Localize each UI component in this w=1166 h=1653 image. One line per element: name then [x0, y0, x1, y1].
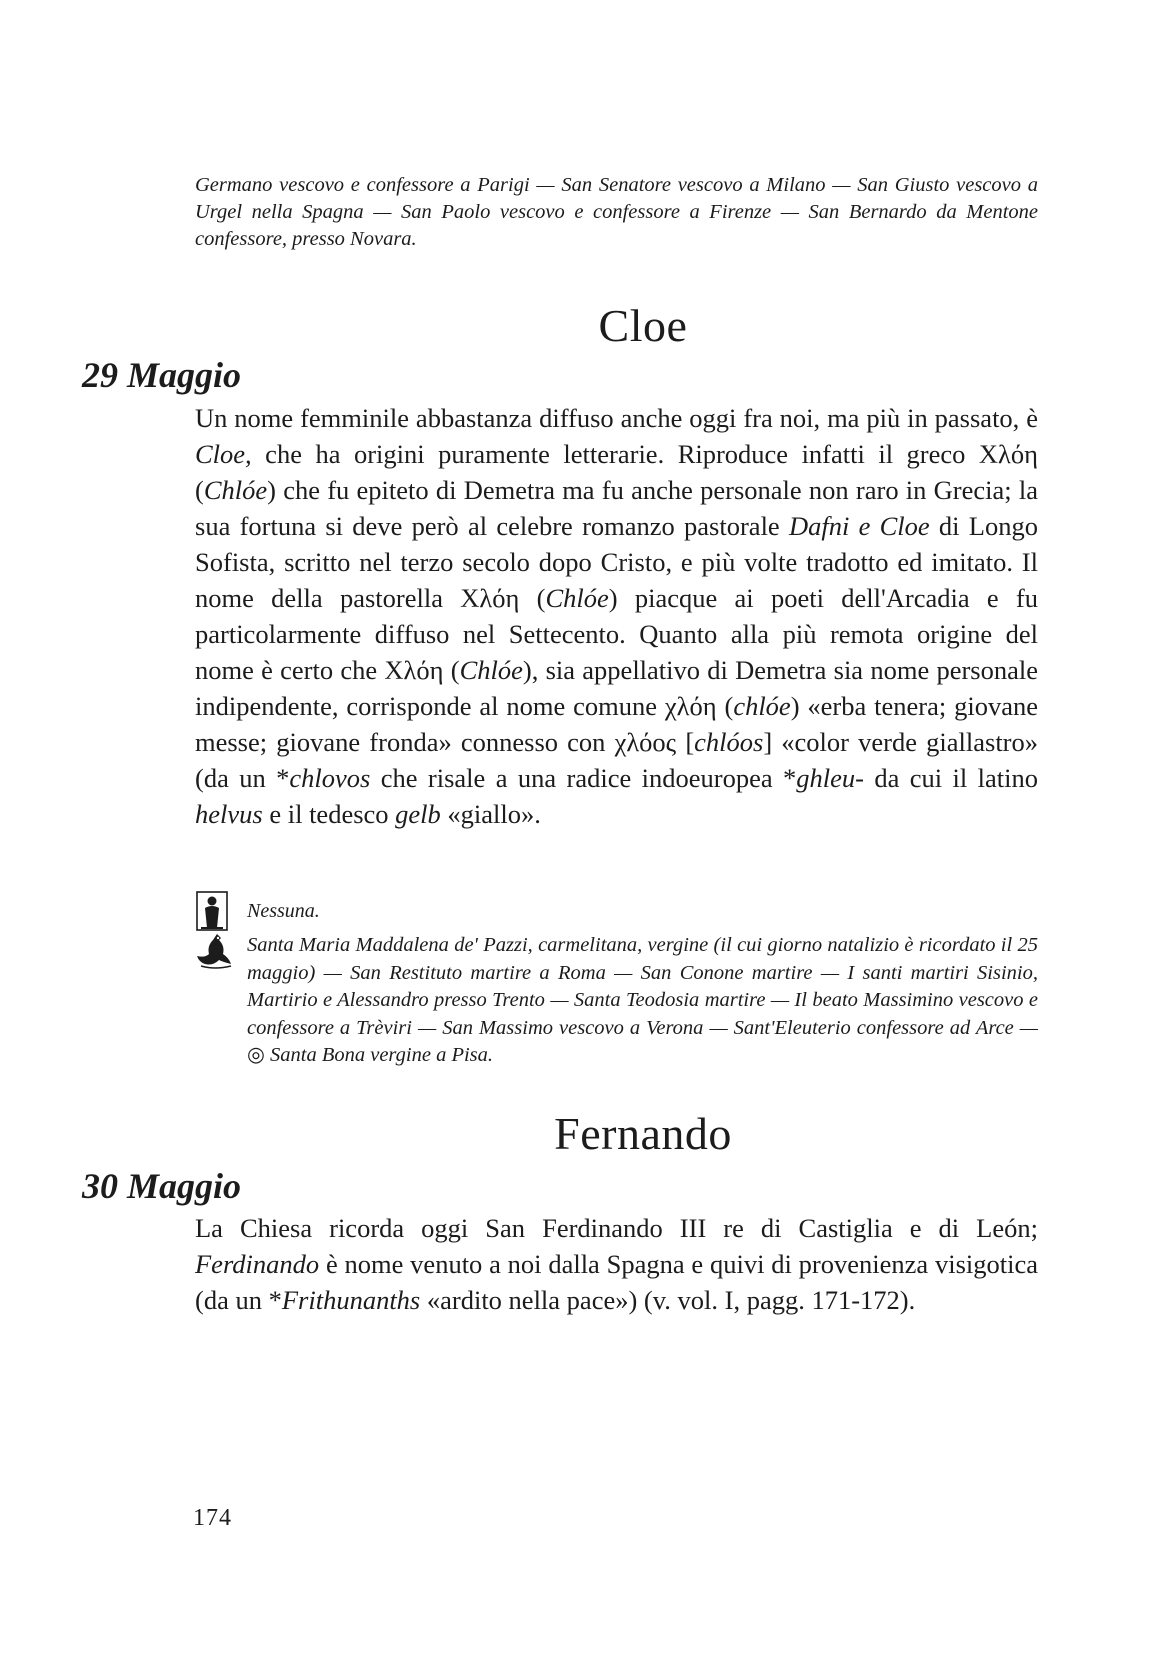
- onomastico-text: Nessuna.: [247, 900, 320, 922]
- previous-saints-list: Germano vescovo e confessore a Parigi — San Senatore vescovo a Milano — San Giusto vescovo a Urgel nella Spagna — San Paolo vescovo e confessore a Firenze — San Bernardo da Mentone confessore, presso Novara.: [195, 174, 1038, 250]
- bird-emblem-icon: [195, 930, 231, 968]
- entry-date-30-maggio: 30 Maggio: [82, 1166, 242, 1206]
- saint-figure-icon: [195, 890, 231, 928]
- entry-title-cloe: Cloe: [598, 300, 688, 351]
- entry-title-fernando: Fernando: [554, 1108, 732, 1159]
- page-number: 174: [193, 1505, 232, 1531]
- cloe-description: Un nome femminile abbastanza diffuso anche oggi fra noi, ma più in passato, è Cloe, che ha origini puramente letterarie. Riproduce infatti il greco Χλόη (Chlóe) che fu epiteto di Demetra ma fu anche personale non raro in Grecia; la sua fortuna si deve però al celebre romanzo pastorale Dafni e Cloe di Longo Sofista, scritto nel terzo secolo dopo Cristo, e più volte tradotto ed imitato. Il nome della pastorella Χλόη (Chlóe) piacque ai poeti dell'Arcadia e fu particolarmente diffuso nel Settecento. Quanto alla più remota origine del nome è certo che Χλόη (Chlóe), sia appellativo di Demetra sia nome personale indipendente, corrisponde al nome comune χλόη (chlóe) «erba tenera; giovane messe; giovane fronda» connesso con χλόος [chlóos] «color verde giallastro» (da un *chlovos che risale a una radice indoeuropea *ghleu- da cui il latino helvus e il tedesco gelb «giallo».: [195, 403, 1038, 829]
- fernando-description: La Chiesa ricorda oggi San Ferdinando III re di Castiglia e di León; Ferdinando è nome venuto a noi dalla Spagna e quivi di provenienza visigotica (da un *Frithunanths «ardito nella pace») (v. vol. I, pagg. 171-172).: [195, 1213, 1038, 1315]
- other-saints-text: Santa Maria Maddalena de' Pazzi, carmelitana, vergine (il cui giorno natalizio è ricordato il 25 maggio) — San Restituto martire a Roma — San Conone martire — I santi martiri Sisinio, Martirio e Alessandro presso Trento — Santa Teodosia martire — Il beato Massimino vescovo e confessore a Trèviri — San Massimo vescovo a Verona — Sant'Eleuterio confessore ad Arce — ◎ Santa Bona vergine a Pisa.: [247, 934, 1038, 1066]
- other-saints-line: [195, 932, 1038, 1070]
- entry-date-29-maggio: 29 Maggio: [82, 355, 242, 395]
